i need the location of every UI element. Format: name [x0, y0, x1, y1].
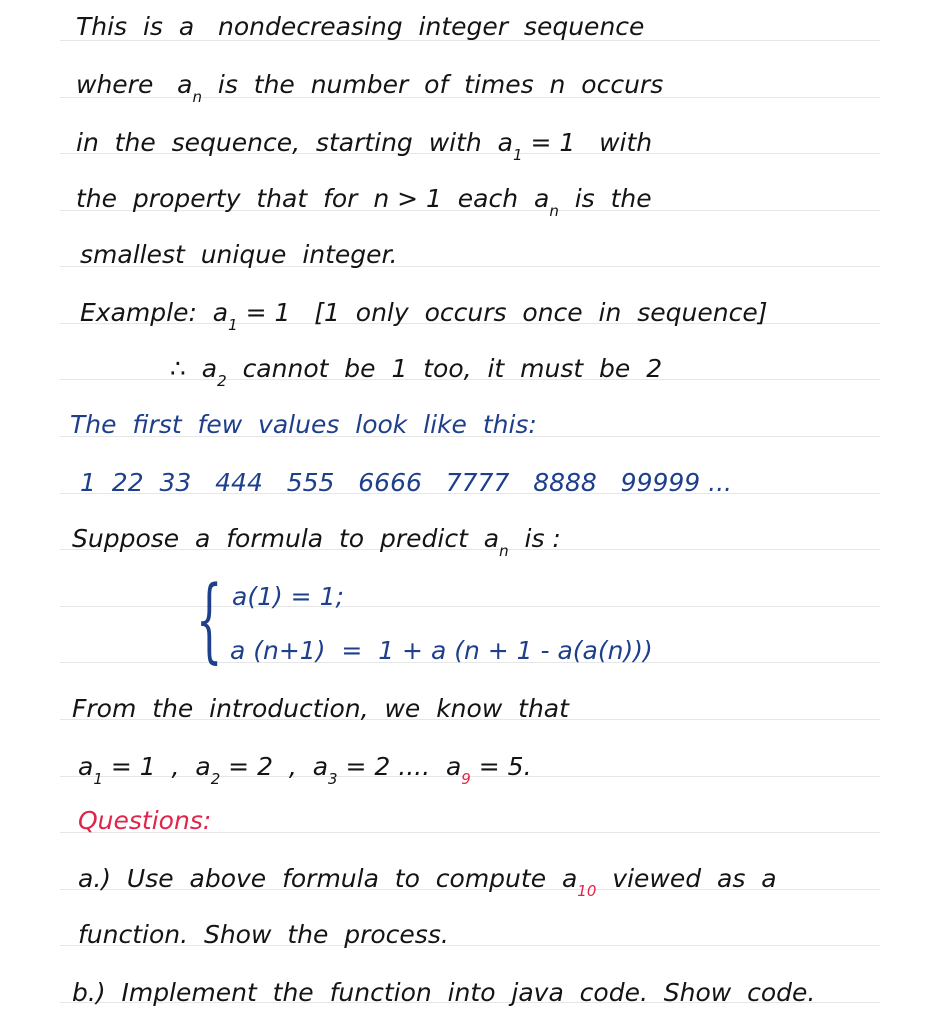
example-text [80, 296, 767, 333]
question-b-text: b.) Implement the function into java code. Show code. [72, 978, 816, 1007]
known-values [78, 750, 532, 787]
known-values-part: = 2 .... a [337, 752, 462, 781]
question-a-part: viewed as a [596, 864, 777, 893]
intro-text [76, 68, 663, 105]
subscript: 9 [461, 770, 471, 788]
subscript: 3 [328, 770, 338, 788]
subscript: 2 [210, 770, 221, 788]
formula-intro-part: Suppose a formula to predict a [72, 524, 500, 553]
question-a-text-2: function. Show the process. [78, 920, 449, 949]
subscript: n [192, 88, 203, 106]
therefore-text-part: ∴ a [170, 354, 218, 383]
intro-text [76, 126, 652, 163]
formula-intro-part: is : [508, 524, 561, 553]
intro-text: smallest unique integer. [80, 240, 398, 269]
intro-text: This is a nondecreasing integer sequence [76, 12, 645, 41]
intro-text-part: where a [76, 70, 193, 99]
formula-recurrence: a (n+1) = 1 + a (n + 1 - a(a(n))) [230, 636, 653, 665]
therefore-text [170, 352, 662, 389]
subscript: 2 [217, 372, 227, 390]
therefore-text-part: cannot be 1 too, it must be 2 [226, 354, 663, 383]
curly-brace: { [196, 566, 223, 673]
known-values-part: = 2 , a [220, 752, 329, 781]
known-values-part: = 5. [470, 752, 532, 781]
known-values-part: a [78, 752, 94, 781]
ruled-line [60, 606, 880, 607]
subscript: 1 [228, 316, 238, 334]
formula-base-case: a(1) = 1; [232, 582, 344, 611]
known-values-part: = 1 , a [102, 752, 211, 781]
example-text-part: = 1 [1 only occurs once in sequence] [237, 298, 768, 327]
intro-text-part: is the [558, 184, 652, 213]
questions-heading: Questions: [78, 806, 212, 835]
subscript: n [549, 202, 559, 220]
subscript: 10 [577, 882, 597, 900]
intro-text-part: = 1 with [522, 128, 653, 157]
question-a-part: a.) Use above formula to compute a [78, 864, 578, 893]
subscript: n [499, 542, 509, 560]
example-text-part: Example: a [80, 298, 229, 327]
question-a-text [78, 862, 777, 899]
intro-text-part: in the sequence, starting with a [76, 128, 513, 157]
values-heading: The first few values look like this: [70, 410, 537, 439]
formula-intro [72, 522, 561, 559]
sequence-values: 1 22 33 444 555 6666 7777 8888 99999 ... [80, 468, 732, 497]
intro-text-part: is the number of times n occurs [202, 70, 664, 99]
subscript: 1 [93, 770, 103, 788]
intro-text-part: the property that for n > 1 each a [76, 184, 550, 213]
subscript: 1 [512, 146, 523, 164]
known-intro: From the introduction, we know that [72, 694, 569, 723]
intro-text [76, 182, 652, 219]
